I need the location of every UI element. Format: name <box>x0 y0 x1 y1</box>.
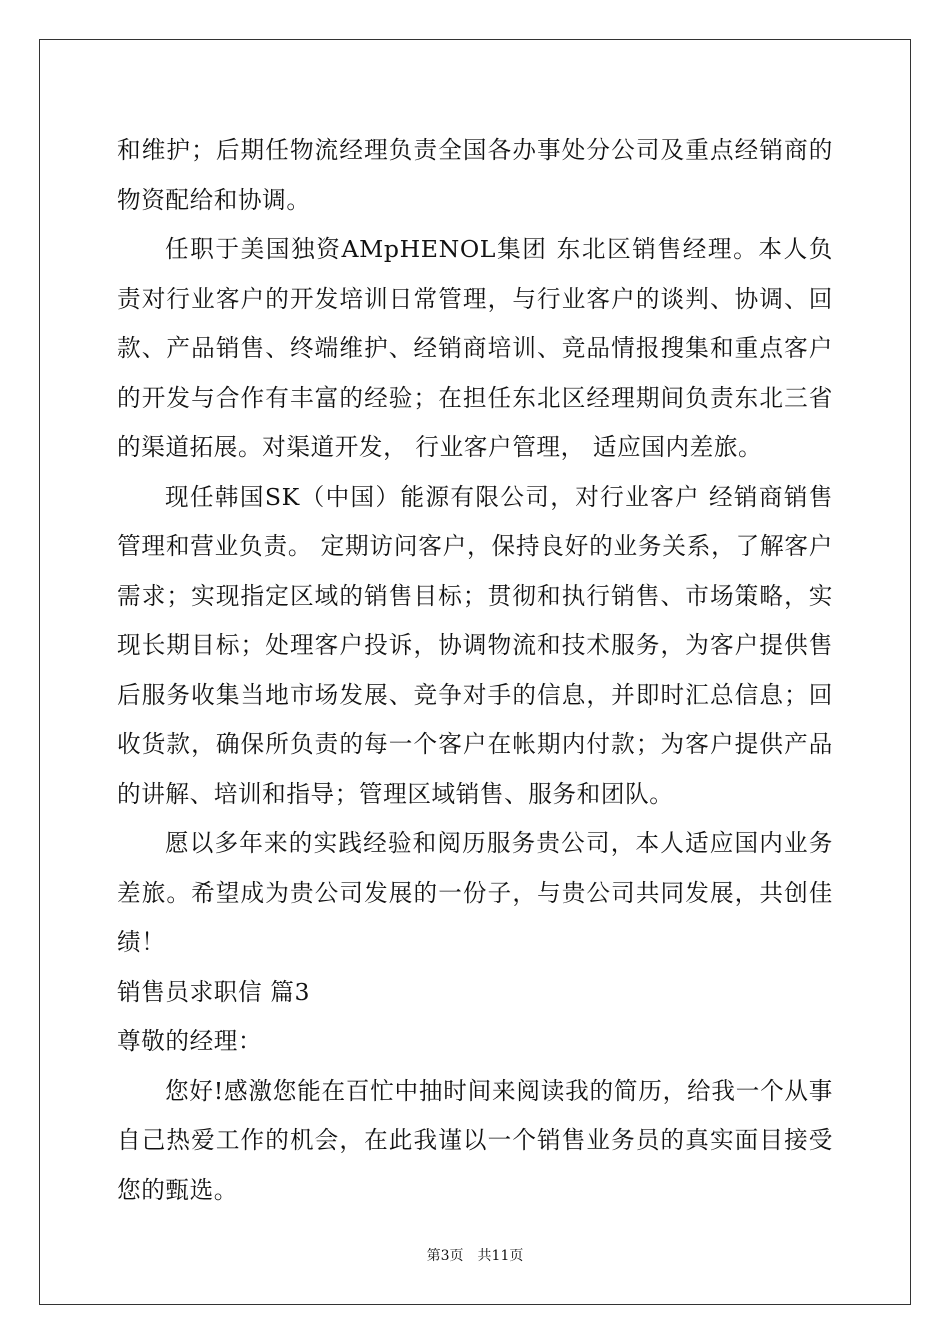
paragraph-4: 愿以多年来的实践经验和阅历服务贵公司，本人适应国内业务差旅。希望成为贵公司发展的一份子，与贵公司共同发展，共创佳绩！ <box>117 829 833 956</box>
closing-paragraph: 您好!感激您能在百忙中抽时间来阅读我的简历，给我一个从事自己热爱工作的机会，在此我谨以一个销售业务员的真实面目接受您的甄选。 <box>117 1076 833 1204</box>
salutation: 尊敬的经理： <box>117 1027 263 1055</box>
section-heading: 销售员求职信 篇3 <box>117 977 311 1006</box>
document-body <box>117 126 833 1215</box>
paragraph-2: 任职于美国独资AMpHENOL集团 东北区销售经理。本人负责对行业客户的开发培训日常管理，与行业客户的谈判、协调、回款、产品销售、终端维护、经销商培训、竞品情报搜集和重点客户的开发与合作有丰富的经验；在担任东北区经理期间负责东北三省的渠道拓展。对渠道开发， 行业客户管理， 适应国内差旅。 <box>117 235 833 461</box>
page-number-footer: 第3页 共11页 <box>426 1248 524 1264</box>
paragraph-1: 和维护；后期任物流经理负责全国各办事处分公司及重点经销商的物资配给和协调。 <box>117 136 833 214</box>
paragraph-3: 现任韩国SK（中国）能源有限公司，对行业客户 经销商销售管理和营业负责。 定期访问客户，保持良好的业务关系，了解客户需求；实现指定区域的销售目标；贯彻和执行销售、市场策略，实现长期目标；处理客户投诉，协调物流和技术服务，为客户提供售后服务收集当地市场发展、竞争对手的信息，并即时汇总信息；回收货款，确保所负责的每一个客户在帐期内付款；为客户提供产品的讲解、培训和指导；管理区域销售、服务和团队。 <box>117 482 833 808</box>
